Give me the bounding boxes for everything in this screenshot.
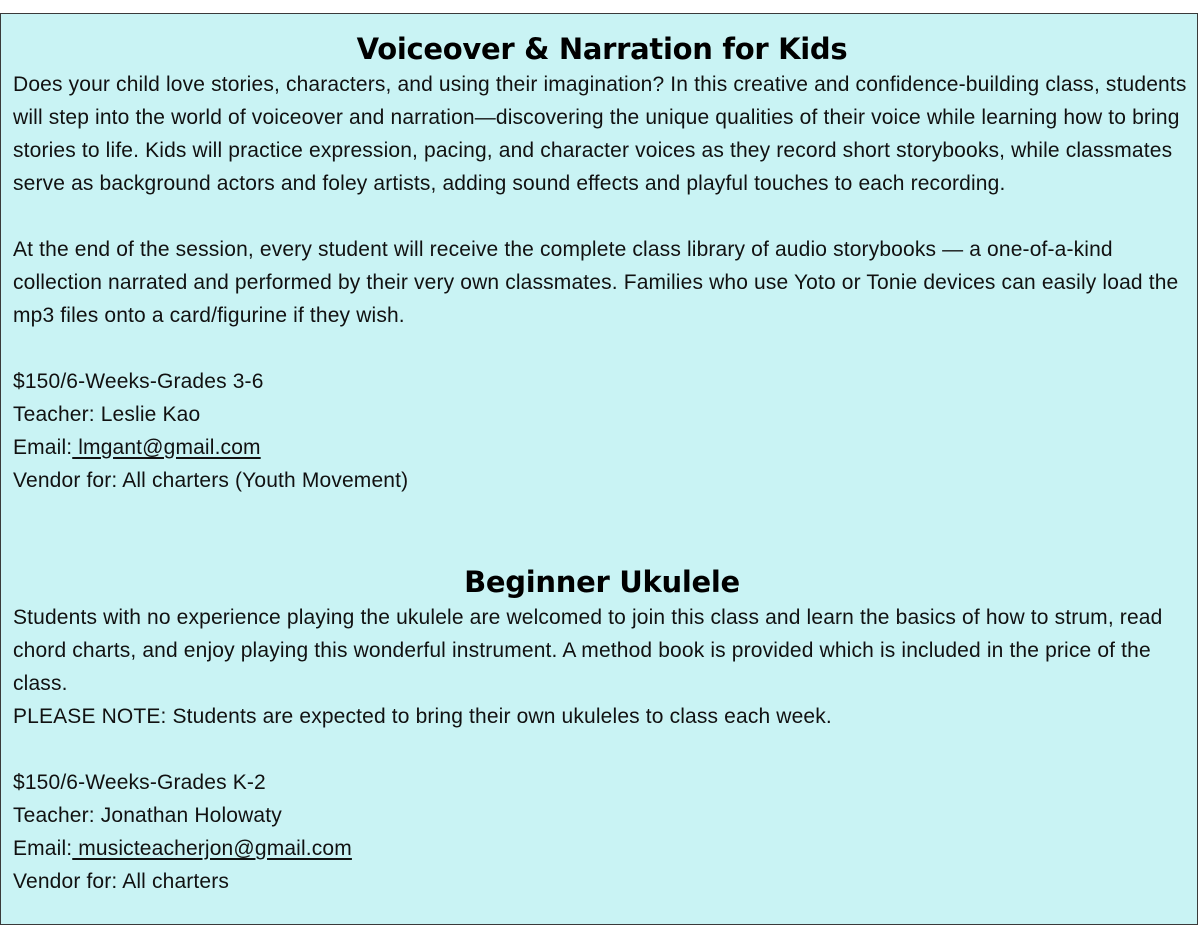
email-link[interactable]: lmgant@gmail.com	[72, 436, 261, 459]
course-description: Students with no experience playing the ukulele are welcomed to join this class and learn the basics of how to strum, read chord charts, and enjoy playing this wonderful instrument. A method book is provided which is included in the price of the class.	[13, 606, 1163, 695]
course-ukulele	[13, 563, 1191, 898]
course-title: Voiceover & Narration for Kids	[356, 32, 848, 66]
paragraph-spacer	[13, 200, 1191, 233]
price-line: $150/6-Weeks-Grades K-2	[13, 771, 266, 794]
course-voiceover	[13, 30, 1191, 497]
course-body	[13, 601, 1191, 898]
course-title: Beginner Ukulele	[464, 565, 740, 599]
teacher-line: Teacher: Leslie Kao	[13, 403, 201, 426]
course-listing-panel	[0, 13, 1198, 925]
vendor-line: Vendor for: All charters	[13, 870, 230, 893]
email-link[interactable]: musicteacherjon@gmail.com	[72, 837, 352, 860]
course-description-2: At the end of the session, every student will receive the complete class library of audio storybooks — a one-of-a-kind collection narrated and performed by their very own classmates. Families who use Yoto or Tonie devices can easily load the mp3 files onto a card/figurine if they wish.	[13, 238, 1179, 327]
course-body	[13, 68, 1191, 497]
email-line	[13, 431, 1191, 464]
vendor-line: Vendor for: All charters (Youth Movement)	[13, 469, 409, 492]
price-line: $150/6-Weeks-Grades 3-6	[13, 370, 264, 393]
paragraph-spacer	[13, 332, 1191, 365]
teacher-line: Teacher: Jonathan Holowaty	[13, 804, 282, 827]
course-note: PLEASE NOTE: Students are expected to bring their own ukuleles to class each week.	[13, 705, 832, 728]
email-line	[13, 832, 1191, 865]
email-label: Email:	[13, 837, 73, 860]
email-label: Email:	[13, 436, 73, 459]
course-description: Does your child love stories, characters, and using their imagination? In this creative and confidence-building class, students will step into the world of voiceover and narration—discovering the unique qualities of their voice while learning how to bring stories to life. Kids will practice expression, pacing, and character voices as they record short storybooks, while classmates serve as background actors and foley artists, adding sound effects and playful touches to each recording.	[13, 73, 1187, 195]
paragraph-spacer	[13, 733, 1191, 766]
